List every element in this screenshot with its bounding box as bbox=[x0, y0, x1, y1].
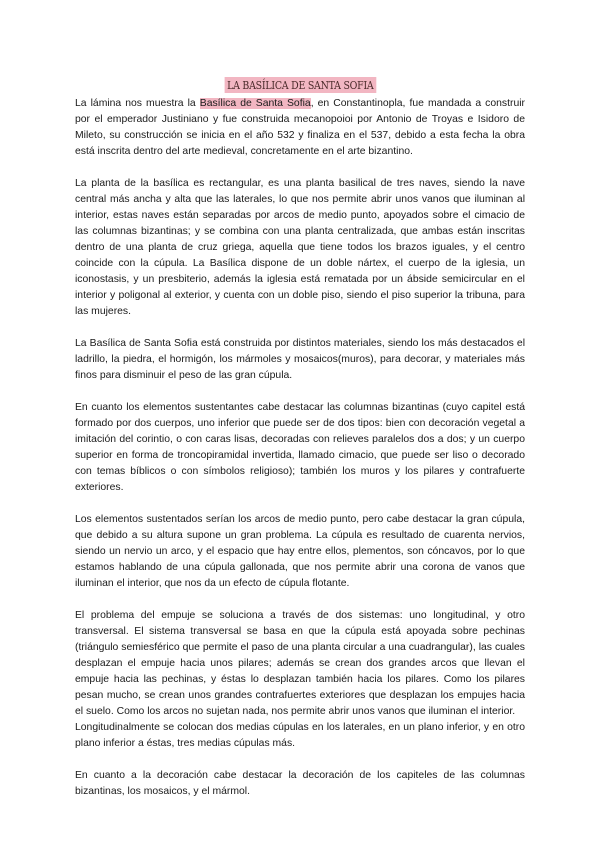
empuje-text: El problema del empuje se soluciona a través de dos sistemas: uno longitudinal, y otro transversal. El sistema transversal se basa en que la cúpula está apoyada sobre pechinas (triángulo semiesférico que permite el paso de una planta circular a una cuadrangular), las cuales desplazan el empuje hacia unos pilares; además se crean dos grandes arcos que llevan el empuje hacia las pechinas, y éstas lo desplazan también hacia los pilares. Como los pilares pesan mucho, se crean unos grandes contrafuertes exteriores que desplazan los empujes hacia el suelo. Como los arcos no sujetan nada, nos permite abrir unos vanos que iluminan el interior. bbox=[75, 610, 525, 717]
paragraph-sustentados: Los elementos sustentados serían los arcos de medio punto, pero cabe destacar la gran cúpula, que debido a su altura supone un gran problema. La cúpula es resultado de cuarenta nervios, siendo un nervio un arco, y el espacio que hay entre ellos, plementos, son cóncavos, por lo que estamos hablando de una cúpula gallonada, que nos permite abrir una corona de vanos que iluminan el interior, que nos da un efecto de cúpula flotante. bbox=[75, 514, 525, 589]
title-container bbox=[0, 76, 600, 94]
paragraph-planta: La planta de la basílica es rectangular, es una planta basilical de tres naves, siendo la nave central más ancha y alta que las laterales, lo que nos permite abrir unos vanos que iluminan al interior, estas naves están separadas por arcos de medio punto, apoyados sobre el cimacio de las columnas bizantinas; y se combina con una planta centralizada, que ambas están inscritas dentro de una planta de cruz griega, aquella que tiene todos los brazos iguales, y el centro coincide con la cúpula. La Basílica dispone de un doble nártex, el cuerpo de la iglesia, un iconostasis, y un presbiterio, además la iglesia está rematada por un ábside semicircular en el interior y poligonal al exterior, y cuenta con un doble piso, siendo el piso superior la tribuna, para las mujeres. bbox=[75, 178, 525, 317]
paragraph-empuje bbox=[75, 608, 525, 752]
empuje-continuation: Longitudinalmente se colocan dos medias cúpulas en los laterales, en un plano inferior, y en otro plano inferior a éstas, tres medias cúpulas más. bbox=[75, 722, 525, 749]
page-title: LA BASÍLICA DE SANTA SOFIA bbox=[224, 77, 375, 93]
intro-after: , en Constantinopla, fue mandada a construir por el emperador Justiniano y fue construida mecanopoioi por Antonio de Troyas e Isidoro de Mileto, su construcción se inicia en el año 532 y finaliza en el 537, debido a esta fecha la obra está inscrita dentro del arte medieval, concretamente en el arte bizantino. bbox=[75, 98, 525, 157]
body-text bbox=[75, 96, 525, 816]
highlighted-name: Basílica de Santa Sofia bbox=[199, 98, 311, 109]
paragraph-decoracion: En cuanto a la decoración cabe destacar la decoración de los capiteles de las columnas bizantinas, los mosaicos, y el mármol. bbox=[75, 770, 525, 797]
intro-before: La lámina nos muestra la bbox=[75, 98, 200, 109]
paragraph-sustentantes: En cuanto los elementos sustentantes cabe destacar las columnas bizantinas (cuyo capitel está formado por dos cuerpos, uno inferior que puede ser de dos tipos: bien con decoración vegetal a imitación del corintio, o con caras lisas, decoradas con relieves paralelos dos a dos; y un cuerpo superior en forma de troncopiramidal invertida, llamado cimacio, que puede ser liso o decorado con temas bíblicos o con símbolos religioso); también los muros y los pilares y contrafuerte exteriores. bbox=[75, 402, 525, 493]
paragraph-materiales: La Basílica de Santa Sofia está construida por distintos materiales, siendo los más destacados el ladrillo, la piedra, el hormigón, los mármoles y mosaicos(muros), para decorar, y materiales más finos para disminuir el peso de las gran cúpula. bbox=[75, 338, 525, 381]
paragraph-intro bbox=[75, 96, 525, 160]
